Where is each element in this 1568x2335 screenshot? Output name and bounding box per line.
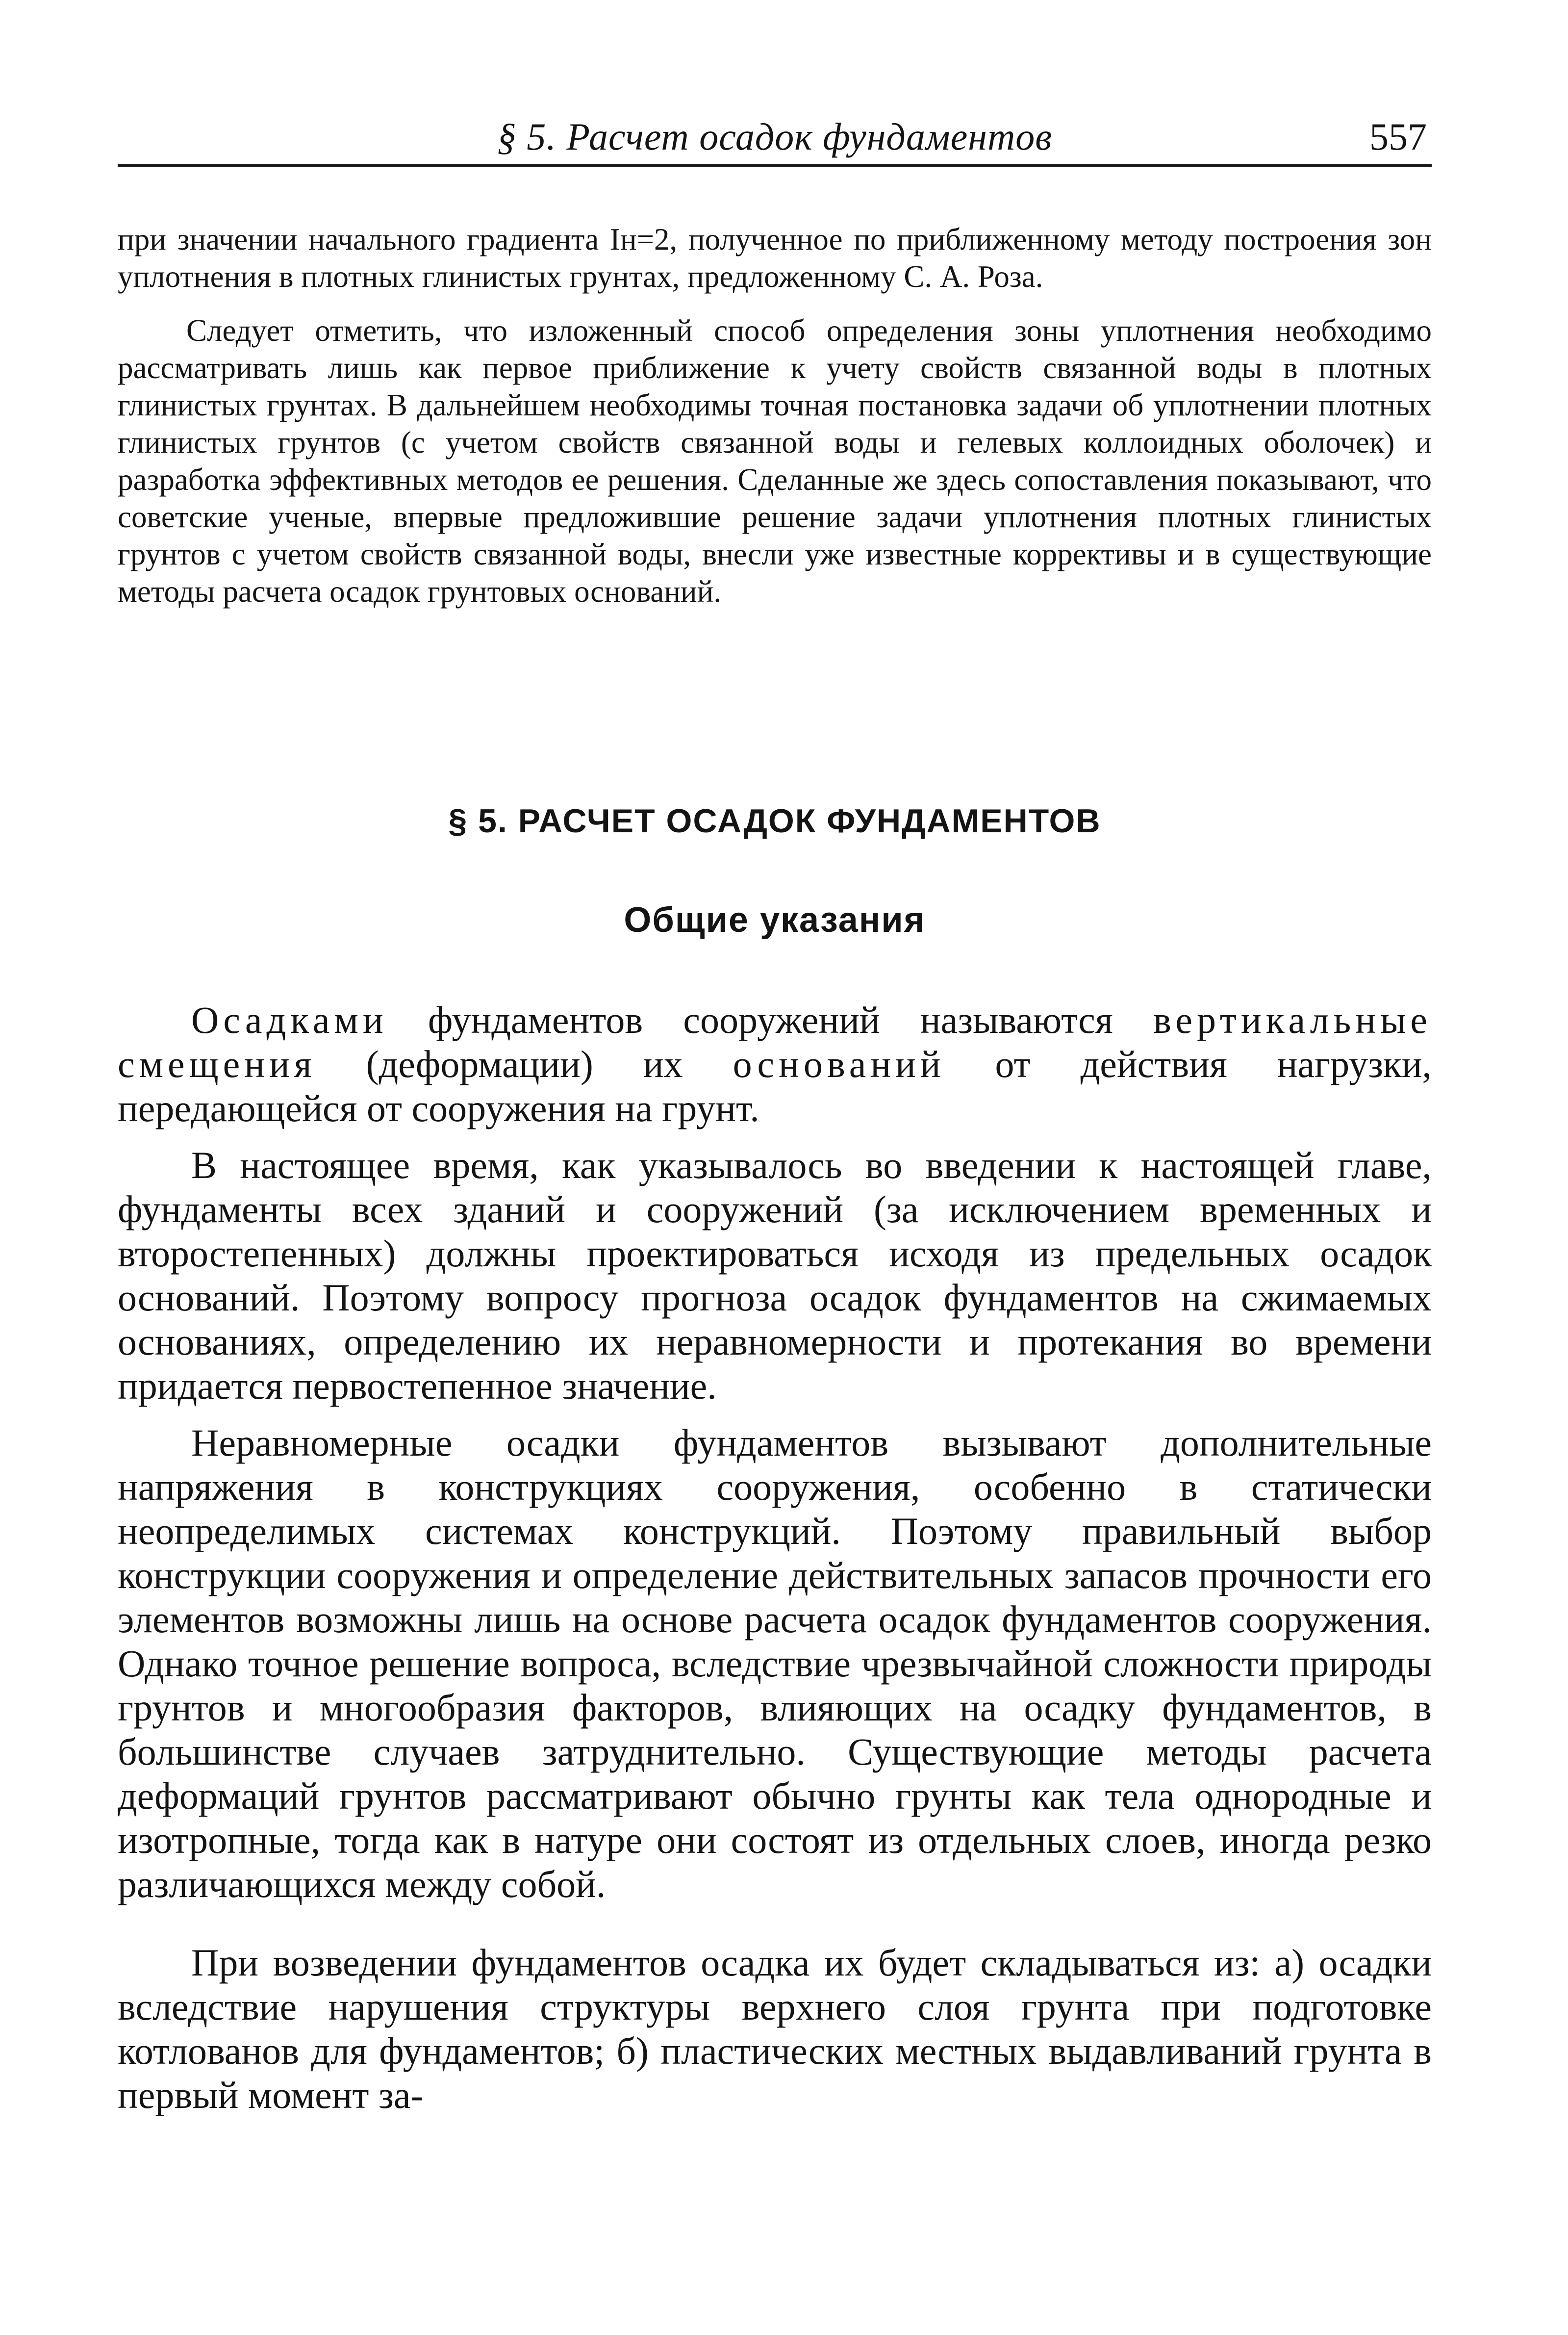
running-title: § 5. Расчет осадок фундаментов (497, 115, 1053, 158)
running-header (118, 112, 1432, 166)
body-paragraph-2: В настоящее время, как указывалось во введении к настоящей главе, фундаменты всех зданий и сооружений (за исключением временных и второстепенных) должны проектироваться исходя из предельных осадок оснований. Поэтому вопросу прогноза осадок фундаментов на сжимаемых основаниях, определению их неравномерности и протекания во времени придается первостепенное значение. (118, 1144, 1432, 1407)
book-page (118, 0, 1432, 2335)
page-number: 557 (1369, 115, 1427, 158)
intro-paragraph-2: Следует отметить, что изложенный способ определения зоны уплотнения необходимо рассматривать лишь как первое приближение к учету свойств связанной воды в плотных глинистых грунтах. В дальнейшем необходимы точная постановка задачи об уплотнении плотных глинистых грунтов (с учетом свойств связанной воды и гелевых коллоидных оболочек) и разработка эффективных методов ее решения. Сделанные же здесь сопоставления показывают, что советские ученые, впервые предложившие решение задачи уплотнения плотных глинистых грунтов с учетом свойств связанной воды, внесли уже известные коррективы и в существующие методы расчета осадок грунтовых оснований. (118, 313, 1432, 609)
body-paragraph-1-part-1: фундаментов сооружений называются (428, 999, 1113, 1041)
body-paragraph-3: Неравномерные осадки фундаментов вызывают дополнительные напряжения в конструкциях сооружения, особенно в статически неопределимых системах конструкций. Поэтому правильный выбор конструкции сооружения и определение действительных запасов прочности его элементов возможны лишь на основе расчета осадок фундаментов сооружения. Однако точное решение вопроса, вследствие чрезвычайной сложности природы грунтов и многообразия факторов, влияющих на осадку фундаментов, в большинстве случаев затруднительно. Существующие методы расчета деформаций грунтов рассматривают обычно грунты как тела однородные и изотропные, тогда как в натуре они состоят из отдельных слоев, иногда резко различающихся между собой. (118, 1421, 1432, 1905)
term-vertical-displacements: вертикальные смещения (118, 999, 1432, 1085)
section-subheading: Общие указания (624, 900, 926, 940)
body-paragraph-1 (118, 998, 1432, 1130)
term-foundations: оснований (733, 1043, 945, 1085)
body-text (118, 998, 1432, 2117)
section-heading: § 5. РАСЧЕТ ОСАДОК ФУНДАМЕНТОВ (448, 802, 1101, 840)
header-rule (118, 164, 1432, 167)
body-paragraph-4: При возведении фундаментов осадка их будет складываться из: а) осадки вследствие нарушения структуры верхнего слоя грунта при подготовке котлованов для фундаментов; б) пластических местных выдавливаний грунта в первый момент за- (118, 1941, 1432, 2116)
intro-text (118, 221, 1432, 610)
body-paragraph-1-part-3: от действия нагрузки, передающейся от сооружения на грунт. (118, 1043, 1432, 1129)
intro-paragraph-1: при значении начального градиента Iн=2, полученное по приближенному методу построения зон уплотнения в плотных глинистых грунтах, предложенному С. А. Роза. (118, 222, 1432, 294)
term-osadkami: Осадками (191, 999, 388, 1041)
body-paragraph-1-part-2: (деформации) их (366, 1043, 683, 1085)
